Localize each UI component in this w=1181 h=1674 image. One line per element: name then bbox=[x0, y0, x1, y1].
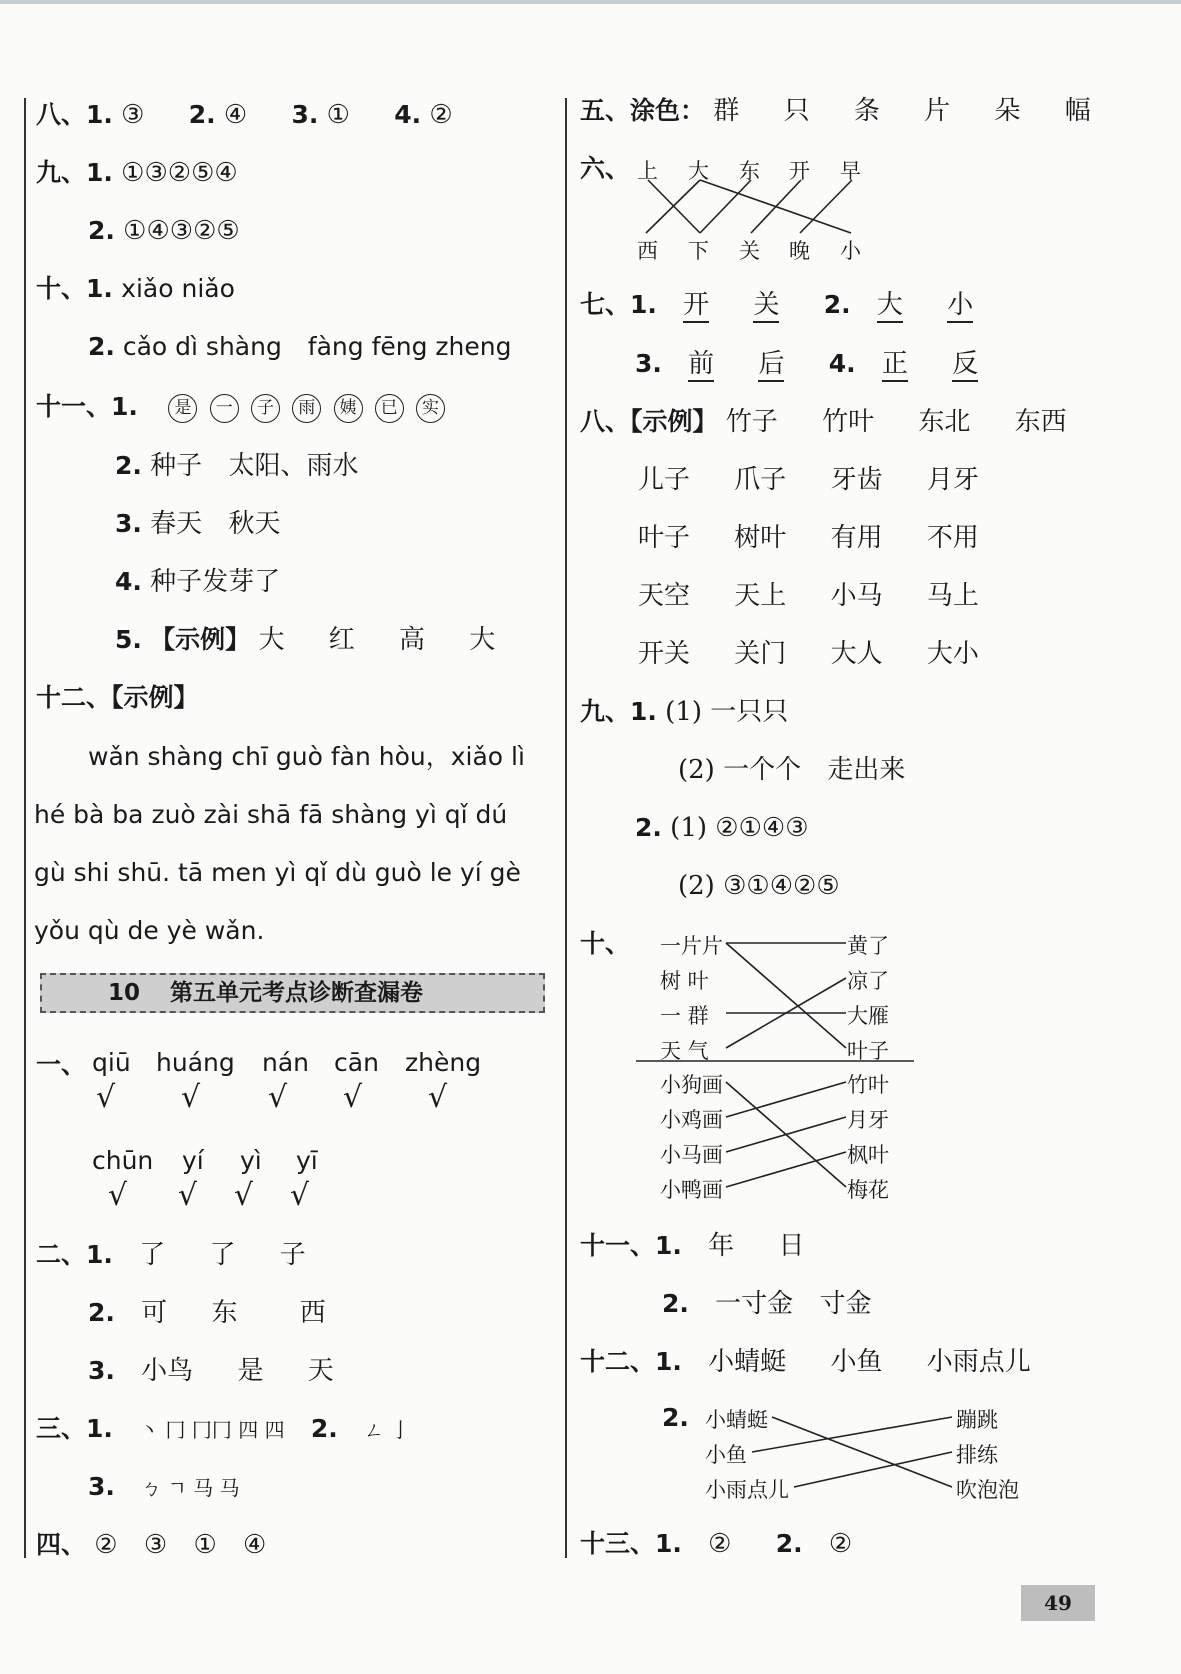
answer-wu: 五、涂色： 群 只 条 片 朵 幅 bbox=[580, 96, 1091, 126]
answer-er-1: 二、1. 了 了 子 bbox=[36, 1240, 306, 1270]
match-right-item: 凉了 bbox=[847, 969, 889, 993]
match-line bbox=[751, 180, 801, 233]
answer-jiu-right-1: 九、1. (1) 一只只 bbox=[580, 697, 789, 727]
match-line bbox=[772, 1417, 952, 1487]
match-right-item: 大雁 bbox=[847, 1004, 889, 1028]
match-top-char: 上 bbox=[637, 159, 658, 183]
match-line bbox=[726, 1152, 846, 1187]
match-right-item: 枫叶 bbox=[847, 1143, 889, 1167]
answer-shiyi-right-2: 2. 一寸金 寸金 bbox=[662, 1289, 872, 1319]
circled-char: 实 bbox=[416, 394, 445, 423]
answer-shiyi-3: 3. 春天 秋天 bbox=[115, 509, 281, 539]
pinyin-paragraph-line: yǒu qù de yè wǎn. bbox=[34, 916, 265, 945]
word-row: 儿子 爪子 牙齿 月牙 bbox=[638, 465, 979, 495]
check-mark: √ bbox=[234, 1178, 254, 1213]
check-mark: √ bbox=[290, 1178, 310, 1213]
match-line bbox=[794, 1452, 952, 1487]
unit-title: 第五单元考点诊断查漏卷 bbox=[170, 980, 423, 1006]
match-top-char: 东 bbox=[739, 159, 760, 183]
answer-shi-2: 2. cǎo dì shàng fàng fēng zheng bbox=[88, 332, 512, 361]
circled-char: 一 bbox=[210, 394, 239, 423]
match-left-item: 小蜻蜓 bbox=[705, 1408, 768, 1432]
match-left-item: 小马画 bbox=[660, 1143, 723, 1167]
unit-number: 10 bbox=[108, 980, 141, 1006]
match-left-item: 小鱼 bbox=[705, 1443, 747, 1467]
match-left-item: 一 群 bbox=[660, 1004, 709, 1028]
answer-shi-right-label: 十、 bbox=[580, 929, 631, 958]
answer-shiyi-2: 2. 种子 太阳、雨水 bbox=[115, 451, 359, 481]
pinyin-item: yī bbox=[296, 1146, 318, 1175]
answer-shisan: 十三、1. ② 2. ② bbox=[580, 1529, 853, 1559]
answer-jiu-right-1b: (2) 一个个 走出来 bbox=[678, 755, 906, 785]
circled-char: 雨 bbox=[292, 394, 321, 423]
check-mark: √ bbox=[96, 1080, 116, 1115]
check-mark: √ bbox=[428, 1080, 448, 1115]
pinyin-item: yì bbox=[240, 1146, 262, 1175]
match-line bbox=[726, 943, 846, 1048]
match-top-char: 大 bbox=[688, 159, 709, 183]
check-mark: √ bbox=[108, 1178, 128, 1213]
match-right-item: 蹦跳 bbox=[956, 1408, 998, 1432]
answer-shi-1: 十、1. xiǎo niǎo bbox=[36, 274, 235, 303]
match-line bbox=[700, 180, 751, 233]
circled-char: 已 bbox=[375, 394, 404, 423]
pinyin-paragraph-line: hé bà ba zuò zài shā fā shàng yì qǐ dú bbox=[34, 800, 508, 829]
pinyin-item: yí bbox=[182, 1146, 204, 1175]
pinyin-item: cān bbox=[334, 1048, 379, 1077]
answer-san-3: 3. ㄅ ㄱ 马 马 bbox=[88, 1472, 240, 1501]
check-mark: √ bbox=[178, 1178, 198, 1213]
match-right-item: 吹泡泡 bbox=[956, 1478, 1019, 1502]
word-row: 开关 关门 大人 大小 bbox=[638, 639, 979, 669]
match-top-char: 早 bbox=[840, 159, 861, 183]
answer-shiyi-5: 5. 【示例】 大 红 高 大 bbox=[115, 625, 496, 655]
match-right-item: 黄了 bbox=[847, 934, 889, 958]
answer-shier-right-2-label: 2. bbox=[662, 1403, 689, 1432]
pinyin-paragraph-line: wǎn shàng chī guò fàn hòu，xiǎo lì bbox=[88, 742, 525, 771]
pinyin-item: zhèng bbox=[405, 1048, 482, 1077]
answer-qi-1: 七、1. 开 关 2. 大 小 bbox=[580, 288, 973, 322]
answer-shiyi-1: 十一、1. 是 一 子 雨 姨 已 实 bbox=[36, 390, 449, 424]
match-left-item: 天 气 bbox=[660, 1039, 709, 1063]
match-right-item: 竹叶 bbox=[847, 1073, 889, 1097]
answer-san-1: 三、1. 丶 ⼌ ⼌⼌ 四 四 2. ㄥ 亅 bbox=[36, 1414, 411, 1443]
answer-jiu-right-2b: (2) ③①④②⑤ bbox=[678, 871, 840, 901]
answer-si: 四、 ② ③ ① ④ bbox=[36, 1530, 267, 1560]
answer-shier-right-1: 十二、1. 小蜻蜓 小鱼 小雨点儿 bbox=[580, 1347, 1031, 1377]
answer-shier-heading: 十二、【示例】 bbox=[36, 683, 199, 712]
match-right-item: 排练 bbox=[956, 1443, 998, 1467]
match-line bbox=[726, 1082, 846, 1117]
answer-ba-left: 八、1. ③ 2. ④ 3. ① 4. ② bbox=[36, 100, 453, 130]
pinyin-item: nán bbox=[262, 1048, 310, 1077]
match-left-item: 一片片 bbox=[660, 934, 723, 958]
circled-char: 是 bbox=[168, 394, 197, 423]
match-left-item: 小鸭画 bbox=[660, 1178, 723, 1202]
match-bottom-char: 西 bbox=[637, 239, 658, 263]
pinyin-item: chūn bbox=[92, 1146, 154, 1175]
check-mark: √ bbox=[268, 1080, 288, 1115]
circled-char: 姨 bbox=[334, 394, 363, 423]
answer-jiu-2: 2. ①④③②⑤ bbox=[88, 216, 240, 246]
pinyin-paragraph-line: gù shi shū. tā men yì qǐ dù guò le yí gè bbox=[34, 858, 521, 887]
answer-yi-label: 一、 bbox=[36, 1050, 87, 1079]
match-bottom-char: 关 bbox=[739, 239, 760, 263]
match-right-item: 叶子 bbox=[847, 1039, 889, 1063]
page-number: 49 bbox=[1021, 1585, 1095, 1621]
check-mark: √ bbox=[343, 1080, 363, 1115]
match-right-item: 梅花 bbox=[847, 1178, 889, 1202]
answer-shiyi-4: 4. 种子发芽了 bbox=[115, 567, 281, 597]
answer-jiu-1: 九、1. ①③②⑤④ bbox=[36, 158, 238, 188]
match-line bbox=[752, 1417, 952, 1452]
pinyin-item: qiū bbox=[92, 1048, 131, 1077]
answer-shiyi-right-1: 十一、1. 年 日 bbox=[580, 1231, 805, 1261]
circled-char: 子 bbox=[251, 394, 280, 423]
match-line bbox=[726, 1117, 846, 1152]
match-left-item: 小雨点儿 bbox=[705, 1478, 789, 1502]
answer-liu-label: 六、 bbox=[580, 154, 631, 183]
word-row: 天空 天上 小马 马上 bbox=[638, 581, 979, 611]
match-right-item: 月牙 bbox=[847, 1108, 889, 1132]
match-top-char: 开 bbox=[789, 159, 810, 183]
check-mark: √ bbox=[181, 1080, 201, 1115]
answer-er-2: 2. 可 东 西 bbox=[88, 1298, 326, 1328]
match-bottom-char: 小 bbox=[840, 239, 861, 263]
answer-er-3: 3. 小鸟 是 天 bbox=[88, 1356, 334, 1386]
answer-qi-3: 3. 前 后 4. 正 反 bbox=[635, 347, 978, 381]
match-left-item: 小鸡画 bbox=[660, 1108, 723, 1132]
word-row: 叶子 树叶 有用 不用 bbox=[638, 523, 979, 553]
pinyin-item: huáng bbox=[156, 1048, 235, 1077]
answer-jiu-right-2: 2. (1) ②①④③ bbox=[635, 813, 809, 843]
match-bottom-char: 晚 bbox=[789, 239, 810, 263]
match-left-item: 树 叶 bbox=[660, 969, 709, 993]
answer-ba-right: 八、【示例】 竹子 竹叶 东北 东西 bbox=[580, 407, 1067, 437]
match-bottom-char: 下 bbox=[688, 239, 709, 263]
match-left-item: 小狗画 bbox=[660, 1073, 723, 1097]
